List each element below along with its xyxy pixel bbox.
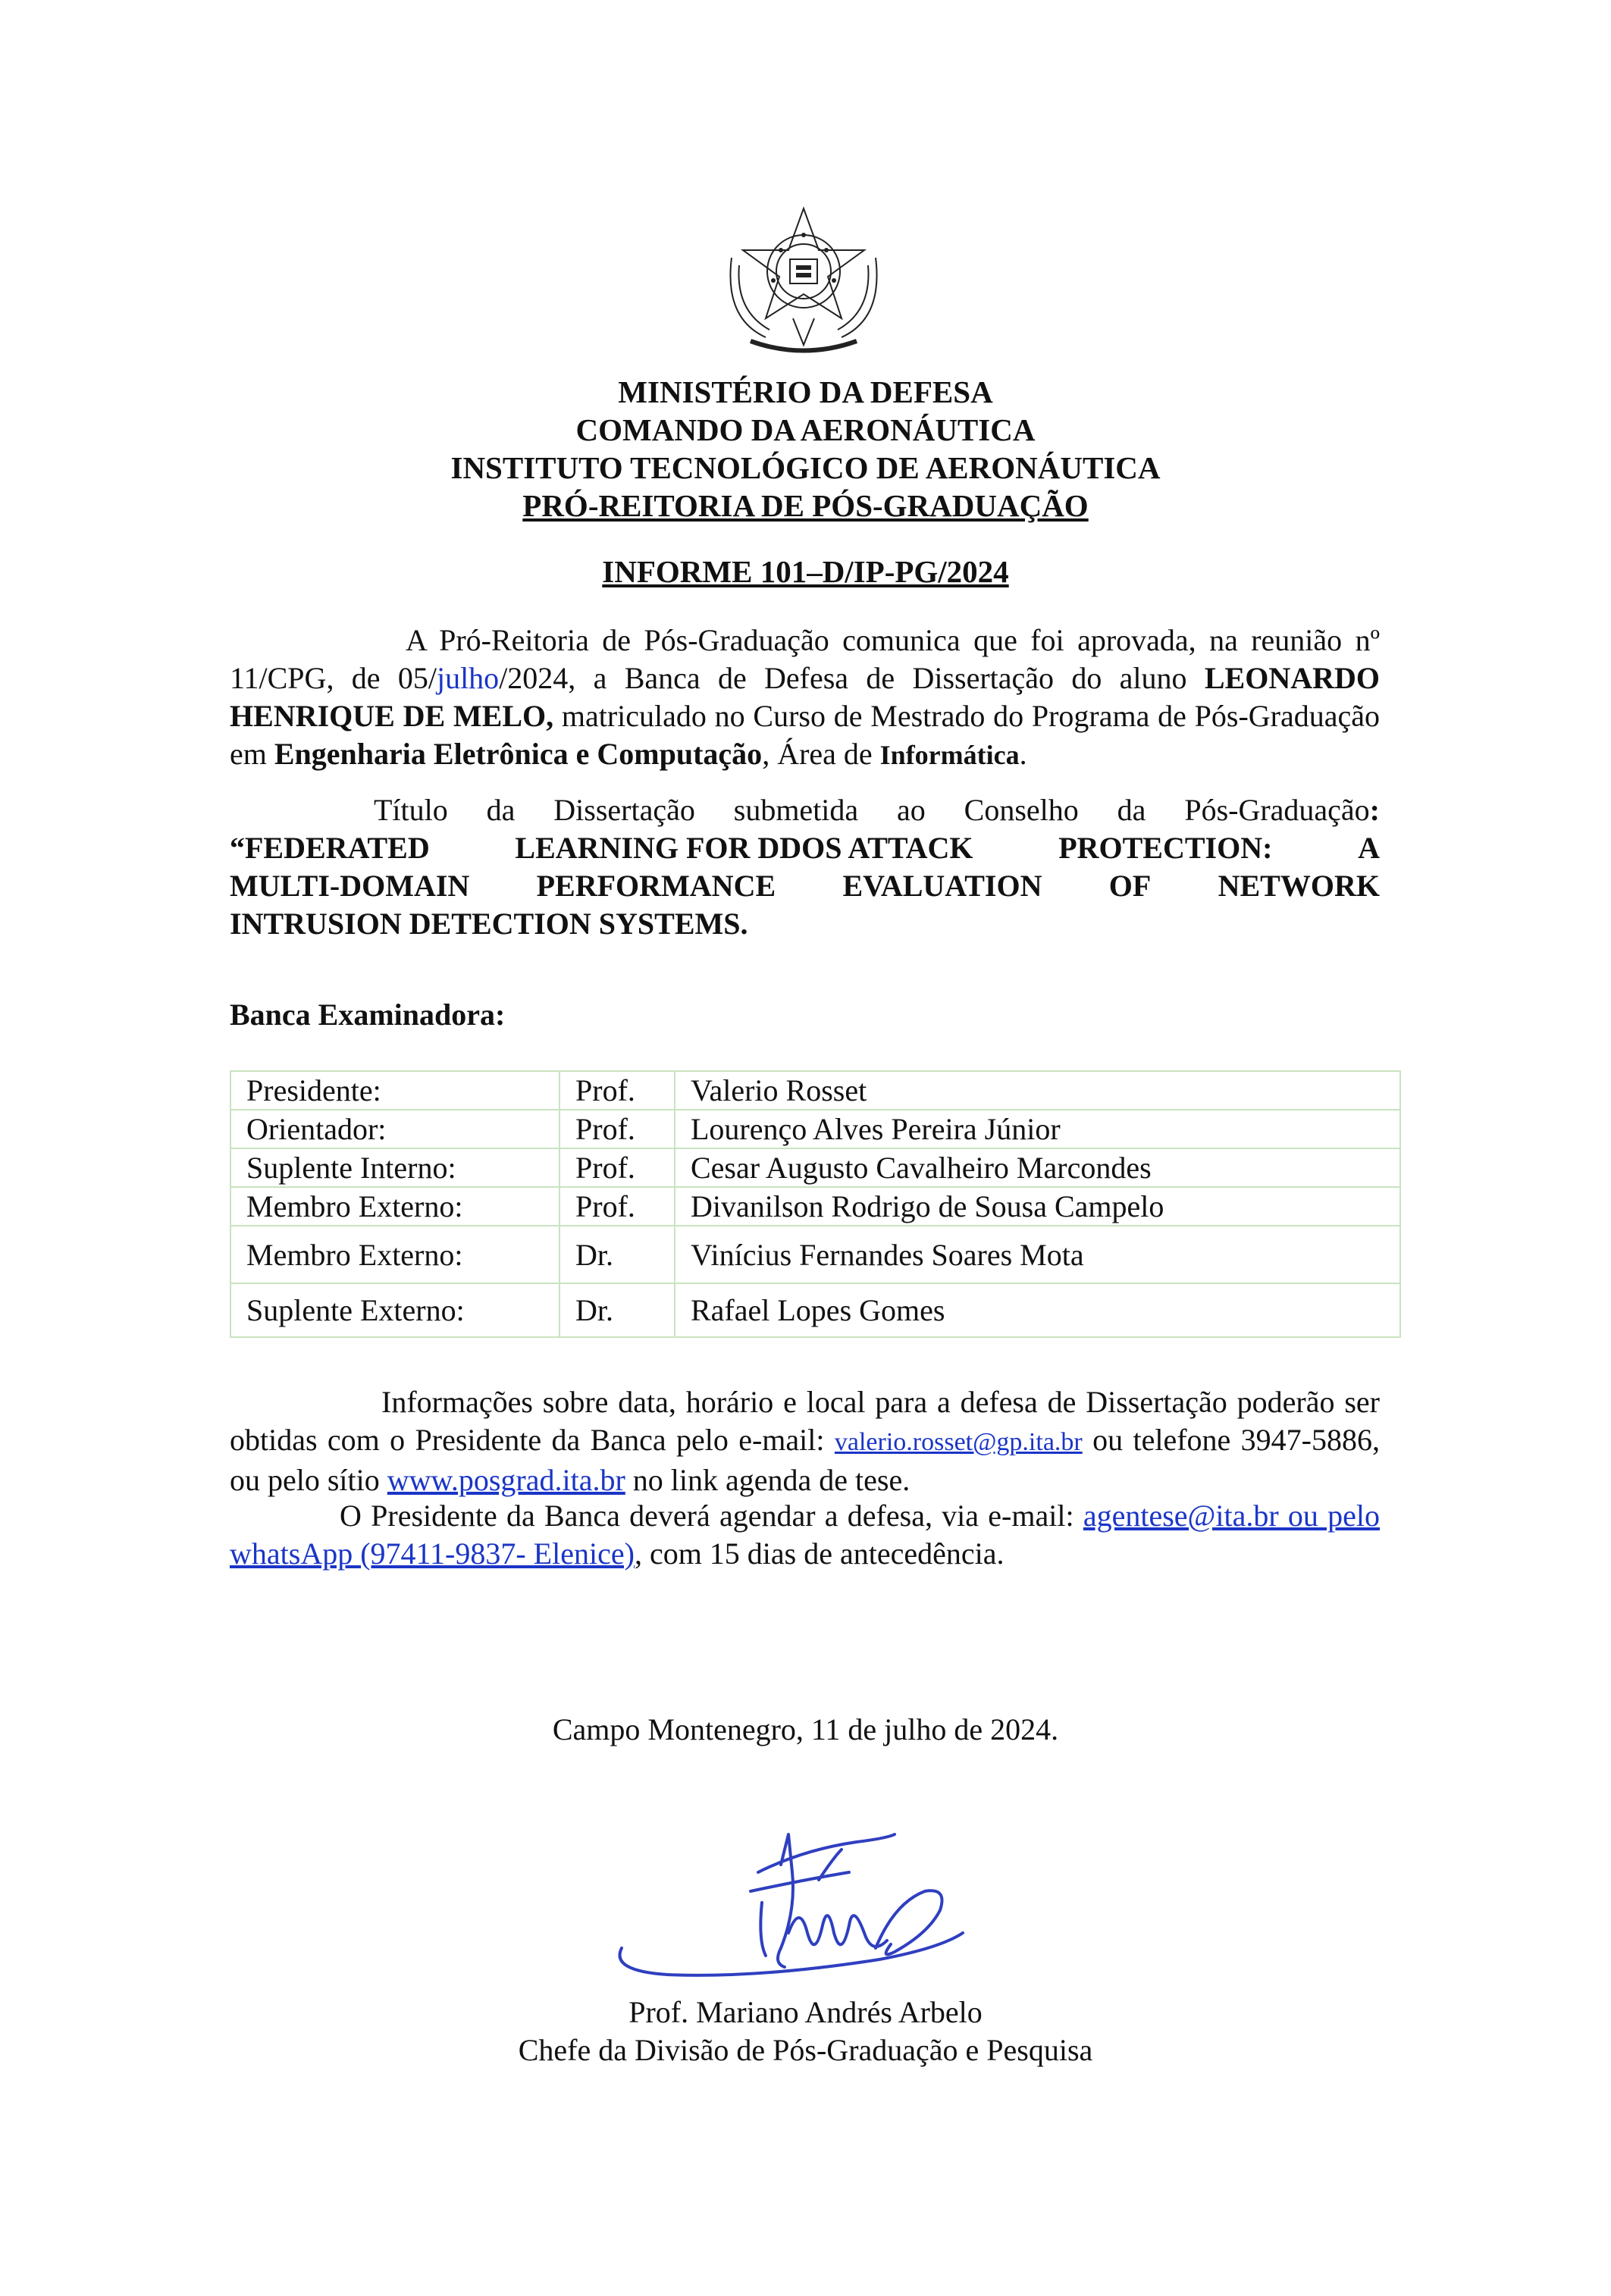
- posgrad-site-link[interactable]: www.posgrad.ita.br: [387, 1463, 625, 1497]
- member-role: Membro Externo:: [230, 1187, 559, 1226]
- title-word: A: [1358, 831, 1380, 865]
- agentese-whatsapp-link[interactable]: agentese@ita.br ou pelo whatsApp (97411-9837- Elenice): [230, 1499, 1381, 1571]
- schedule-text-2: , com 15 dias de antecedência.: [634, 1536, 1005, 1571]
- program-name: Engenharia Eletrônica e Computação: [274, 737, 763, 771]
- info-paragraph: [230, 1383, 1380, 1499]
- member-role: Suplente Interno:: [230, 1148, 559, 1187]
- table-row: [230, 1071, 1400, 1110]
- approval-text-2: /2024, a Banca de Defesa de Dissertação do aluno: [499, 661, 1205, 695]
- dissertation-title: [230, 829, 1380, 943]
- member-role: Suplente Externo:: [230, 1283, 559, 1337]
- title-line-2: [230, 867, 1380, 905]
- banca-label: Banca Examinadora:: [230, 998, 506, 1032]
- title-word: LEARNING FOR DDOS ATTACK: [515, 831, 973, 865]
- dissertation-title-intro: [230, 791, 1380, 829]
- brazil-coat-of-arms-seal: [720, 205, 887, 364]
- member-name: Rafael Lopes Gomes: [675, 1283, 1400, 1337]
- approval-text-1: A Pró-Reitoria de Pós-Graduação comunica que foi aprovada, na reunião nº 11/CPG, de 05/: [230, 623, 1380, 695]
- title-word: MULTI-DOMAIN: [230, 869, 470, 903]
- title-word: “FEDERATED: [230, 831, 430, 865]
- approval-text-4: , Área de: [762, 737, 880, 771]
- informe-title: INFORME 101–D/IP-PG/2024: [602, 554, 1009, 589]
- title-intro-colon: :: [1369, 793, 1380, 827]
- student-name: LEONARDO HENRIQUE DE MELO,: [230, 661, 1380, 733]
- signer-block: [0, 1994, 1611, 2069]
- schedule-text-1: O Presidente da Banca deverá agendar a defesa, via e-mail:: [340, 1499, 1083, 1533]
- title-word: NETWORK: [1218, 869, 1380, 903]
- ministry-line: MINISTÉRIO DA DEFESA: [618, 374, 993, 409]
- info-text-2: ou telefone 3947-5886, ou pelo sítio: [230, 1423, 1380, 1497]
- date-line: Campo Montenegro, 11 de julho de 2024.: [552, 1712, 1059, 1746]
- member-name: Valerio Rosset: [675, 1071, 1400, 1110]
- signer-role: Chefe da Divisão de Pós-Graduação e Pesquisa: [518, 2033, 1093, 2067]
- info-text-3: no link agenda de tese.: [625, 1463, 910, 1497]
- schedule-paragraph: [230, 1497, 1380, 1573]
- table-row: [230, 1110, 1400, 1148]
- table-row: [230, 1187, 1400, 1226]
- table-row: [230, 1283, 1400, 1337]
- member-title: Prof.: [559, 1110, 675, 1148]
- member-name: Divanilson Rodrigo de Sousa Campelo: [675, 1187, 1400, 1226]
- info-text-1: Informações sobre data, horário e local para a defesa de Dissertação poderão ser obtidas com o Presidente da Banca pelo e-mail:: [230, 1385, 1380, 1457]
- title-line-3: INTRUSION DETECTION SYSTEMS.: [230, 907, 748, 941]
- title-word: EVALUATION: [842, 869, 1042, 903]
- area-name: Informática: [879, 740, 1020, 770]
- title-word: PROTECTION:: [1058, 831, 1273, 865]
- member-role: Membro Externo:: [230, 1226, 559, 1283]
- approval-text-3: matriculado no Curso de Mestrado do Programa de Pós-Graduação em: [230, 699, 1380, 771]
- member-role: Orientador:: [230, 1110, 559, 1148]
- signer-name: Prof. Mariano Andrés Arbelo: [628, 1995, 983, 2029]
- command-line: COMANDO DA AERONÁUTICA: [575, 412, 1036, 447]
- committee-table: [230, 1070, 1401, 1338]
- handwritten-signature: [606, 1819, 1001, 1994]
- member-name: Cesar Augusto Cavalheiro Marcondes: [675, 1148, 1400, 1187]
- title-word: OF: [1108, 869, 1152, 903]
- table-row: [230, 1226, 1400, 1283]
- meeting-month: julho: [436, 661, 500, 695]
- table-row: [230, 1148, 1400, 1187]
- member-title: Prof.: [559, 1187, 675, 1226]
- member-title: Prof.: [559, 1071, 675, 1110]
- member-name: Lourenço Alves Pereira Júnior: [675, 1110, 1400, 1148]
- member-title: Dr.: [559, 1283, 675, 1337]
- member-title: Prof.: [559, 1148, 675, 1187]
- title-word: PERFORMANCE: [536, 869, 776, 903]
- member-role: Presidente:: [230, 1071, 559, 1110]
- pro-rectory-line: PRÓ-REITORIA DE PÓS-GRADUAÇÃO: [522, 488, 1089, 523]
- institution-header: [227, 373, 1384, 525]
- institute-line: INSTITUTO TECNOLÓGICO DE AERONÁUTICA: [450, 450, 1161, 485]
- president-email-link[interactable]: valerio.rosset@gp.ita.br: [834, 1428, 1083, 1456]
- approval-text-5: .: [1019, 737, 1027, 771]
- approval-paragraph: [230, 622, 1380, 774]
- title-line-1: [230, 829, 1380, 867]
- member-title: Dr.: [559, 1226, 675, 1283]
- title-intro-text: Título da Dissertação submetida ao Conselho da Pós-Graduação: [374, 793, 1370, 827]
- member-name: Vinícius Fernandes Soares Mota: [675, 1226, 1400, 1283]
